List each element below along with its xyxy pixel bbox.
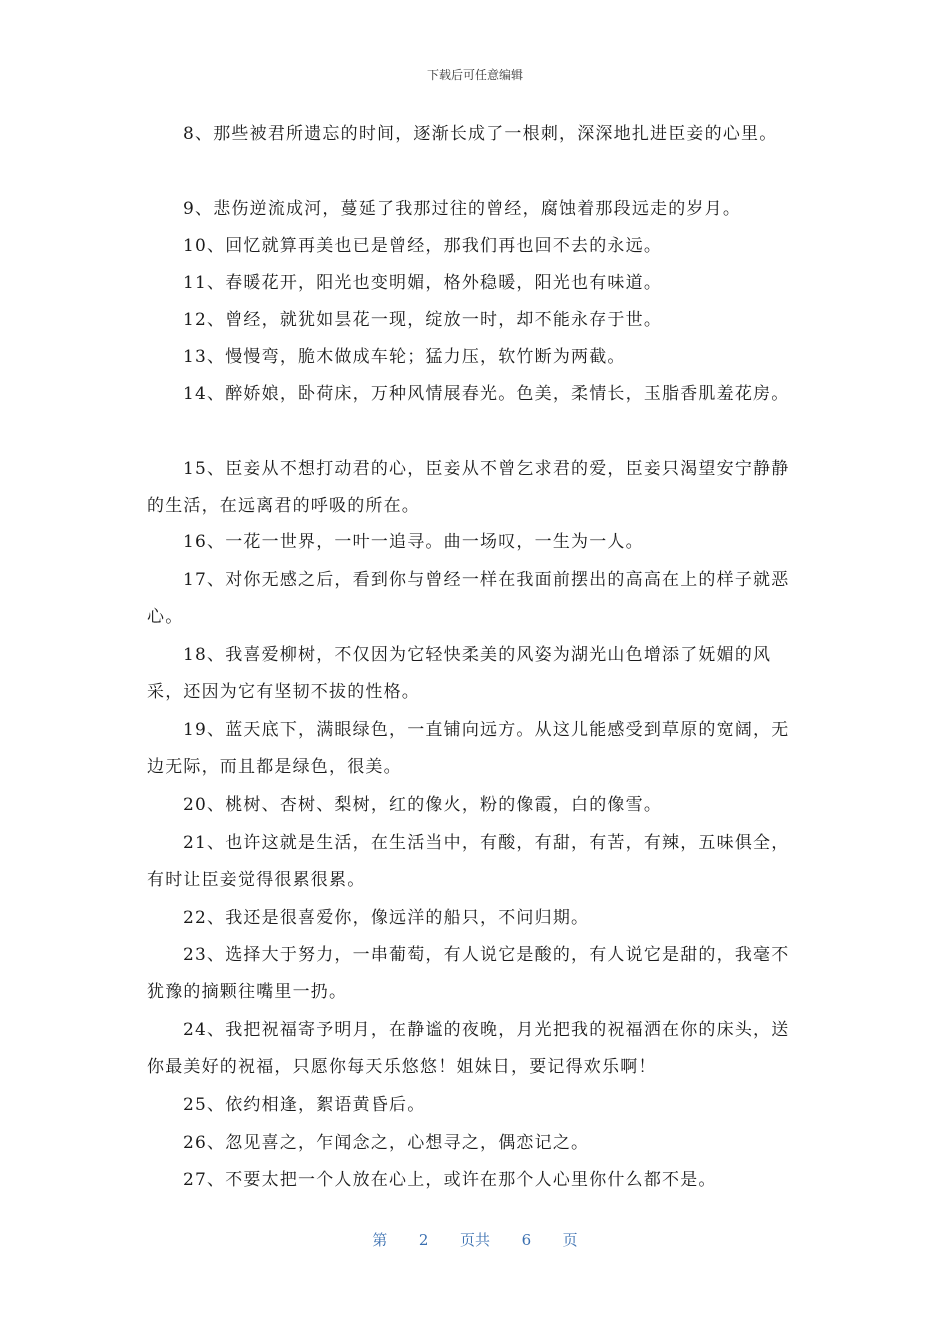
total-pages: 6 [521, 1231, 532, 1249]
paragraph-23: 23、选择大于努力，一串葡萄，有人说它是酸的，有人说它是甜的，我毫不犹豫的摘颗往嘴里一扔。 [147, 945, 790, 1002]
page-suffix: 页 [562, 1231, 578, 1249]
paragraph-26: 26、忽见喜之，乍闻念之，心想寻之，偶恋记之。 [183, 1133, 590, 1153]
page-header: 下载后可任意编辑 [426, 68, 523, 82]
paragraph-18: 18、我喜爱柳树，不仅因为它轻快柔美的风姿为湖光山色增添了妩媚的风采，还因为它有坚韧不拔的性格。 [147, 645, 772, 702]
paragraph-12: 12、曾经，就犹如昙花一现，绽放一时，却不能永存于世。 [183, 310, 663, 330]
paragraph-19: 19、蓝天底下，满眼绿色，一直铺向远方。从这儿能感受到草原的宽阔，无边无际，而且都是绿色，很美。 [147, 720, 790, 777]
page-number: 2 [418, 1231, 429, 1249]
page-label: 第 [372, 1231, 388, 1249]
paragraph-22: 22、我还是很喜爱你，像远洋的船只，不问归期。 [183, 908, 590, 928]
paragraph-10: 10、回忆就算再美也已是曾经，那我们再也回不去的永远。 [183, 236, 663, 256]
paragraph-21: 21、也许这就是生活，在生活当中，有酸，有甜，有苦，有辣，五味俱全，有时让臣妾觉得很累很累。 [147, 833, 790, 890]
paragraph-13: 13、慢慢弯，脆木做成车轮；猛力压，软竹断为两截。 [183, 347, 626, 367]
paragraph-11: 11、春暖花开，阳光也变明媚，格外稳暖，阳光也有味道。 [183, 273, 663, 293]
paragraph-20: 20、桃树、杏树、梨树，红的像火，粉的像霞，白的像雪。 [183, 795, 663, 815]
paragraph-15: 15、臣妾从不想打动君的心，臣妾从不曾乞求君的爱，臣妾只渴望安宁静静的生活，在远离君的呼吸的所在。 [147, 459, 790, 516]
paragraph-17: 17、对你无感之后，看到你与曾经一样在我面前摆出的高高在上的样子就恶心。 [147, 570, 790, 627]
paragraph-24: 24、我把祝福寄予明月，在静谧的夜晚，月光把我的祝福洒在你的床头，送你最美好的祝福，只愿你每天乐悠悠！姐妹日，要记得欢乐啊！ [147, 1020, 790, 1077]
paragraph-9: 9、悲伤逆流成河，蔓延了我那过往的曾经，腐蚀着那段远走的岁月。 [183, 199, 742, 219]
paragraph-14: 14、醉娇娘，卧荷床，万种风情展春光。色美，柔情长，玉脂香肌羞花房。 [183, 384, 790, 404]
total-label: 页共 [459, 1231, 490, 1249]
paragraph-8: 8、那些被君所遗忘的时间，逐渐长成了一根刺，深深地扎进臣妾的心里。 [183, 124, 778, 144]
paragraph-27: 27、不要太把一个人放在心上，或许在那个人心里你什么都不是。 [183, 1170, 717, 1190]
paragraph-16: 16、一花一世界，一叶一追寻。曲一场叹，一生为一人。 [183, 532, 644, 552]
page-footer [0, 1229, 950, 1250]
paragraph-25: 25、依约相逢，絮语黄昏后。 [183, 1095, 426, 1115]
